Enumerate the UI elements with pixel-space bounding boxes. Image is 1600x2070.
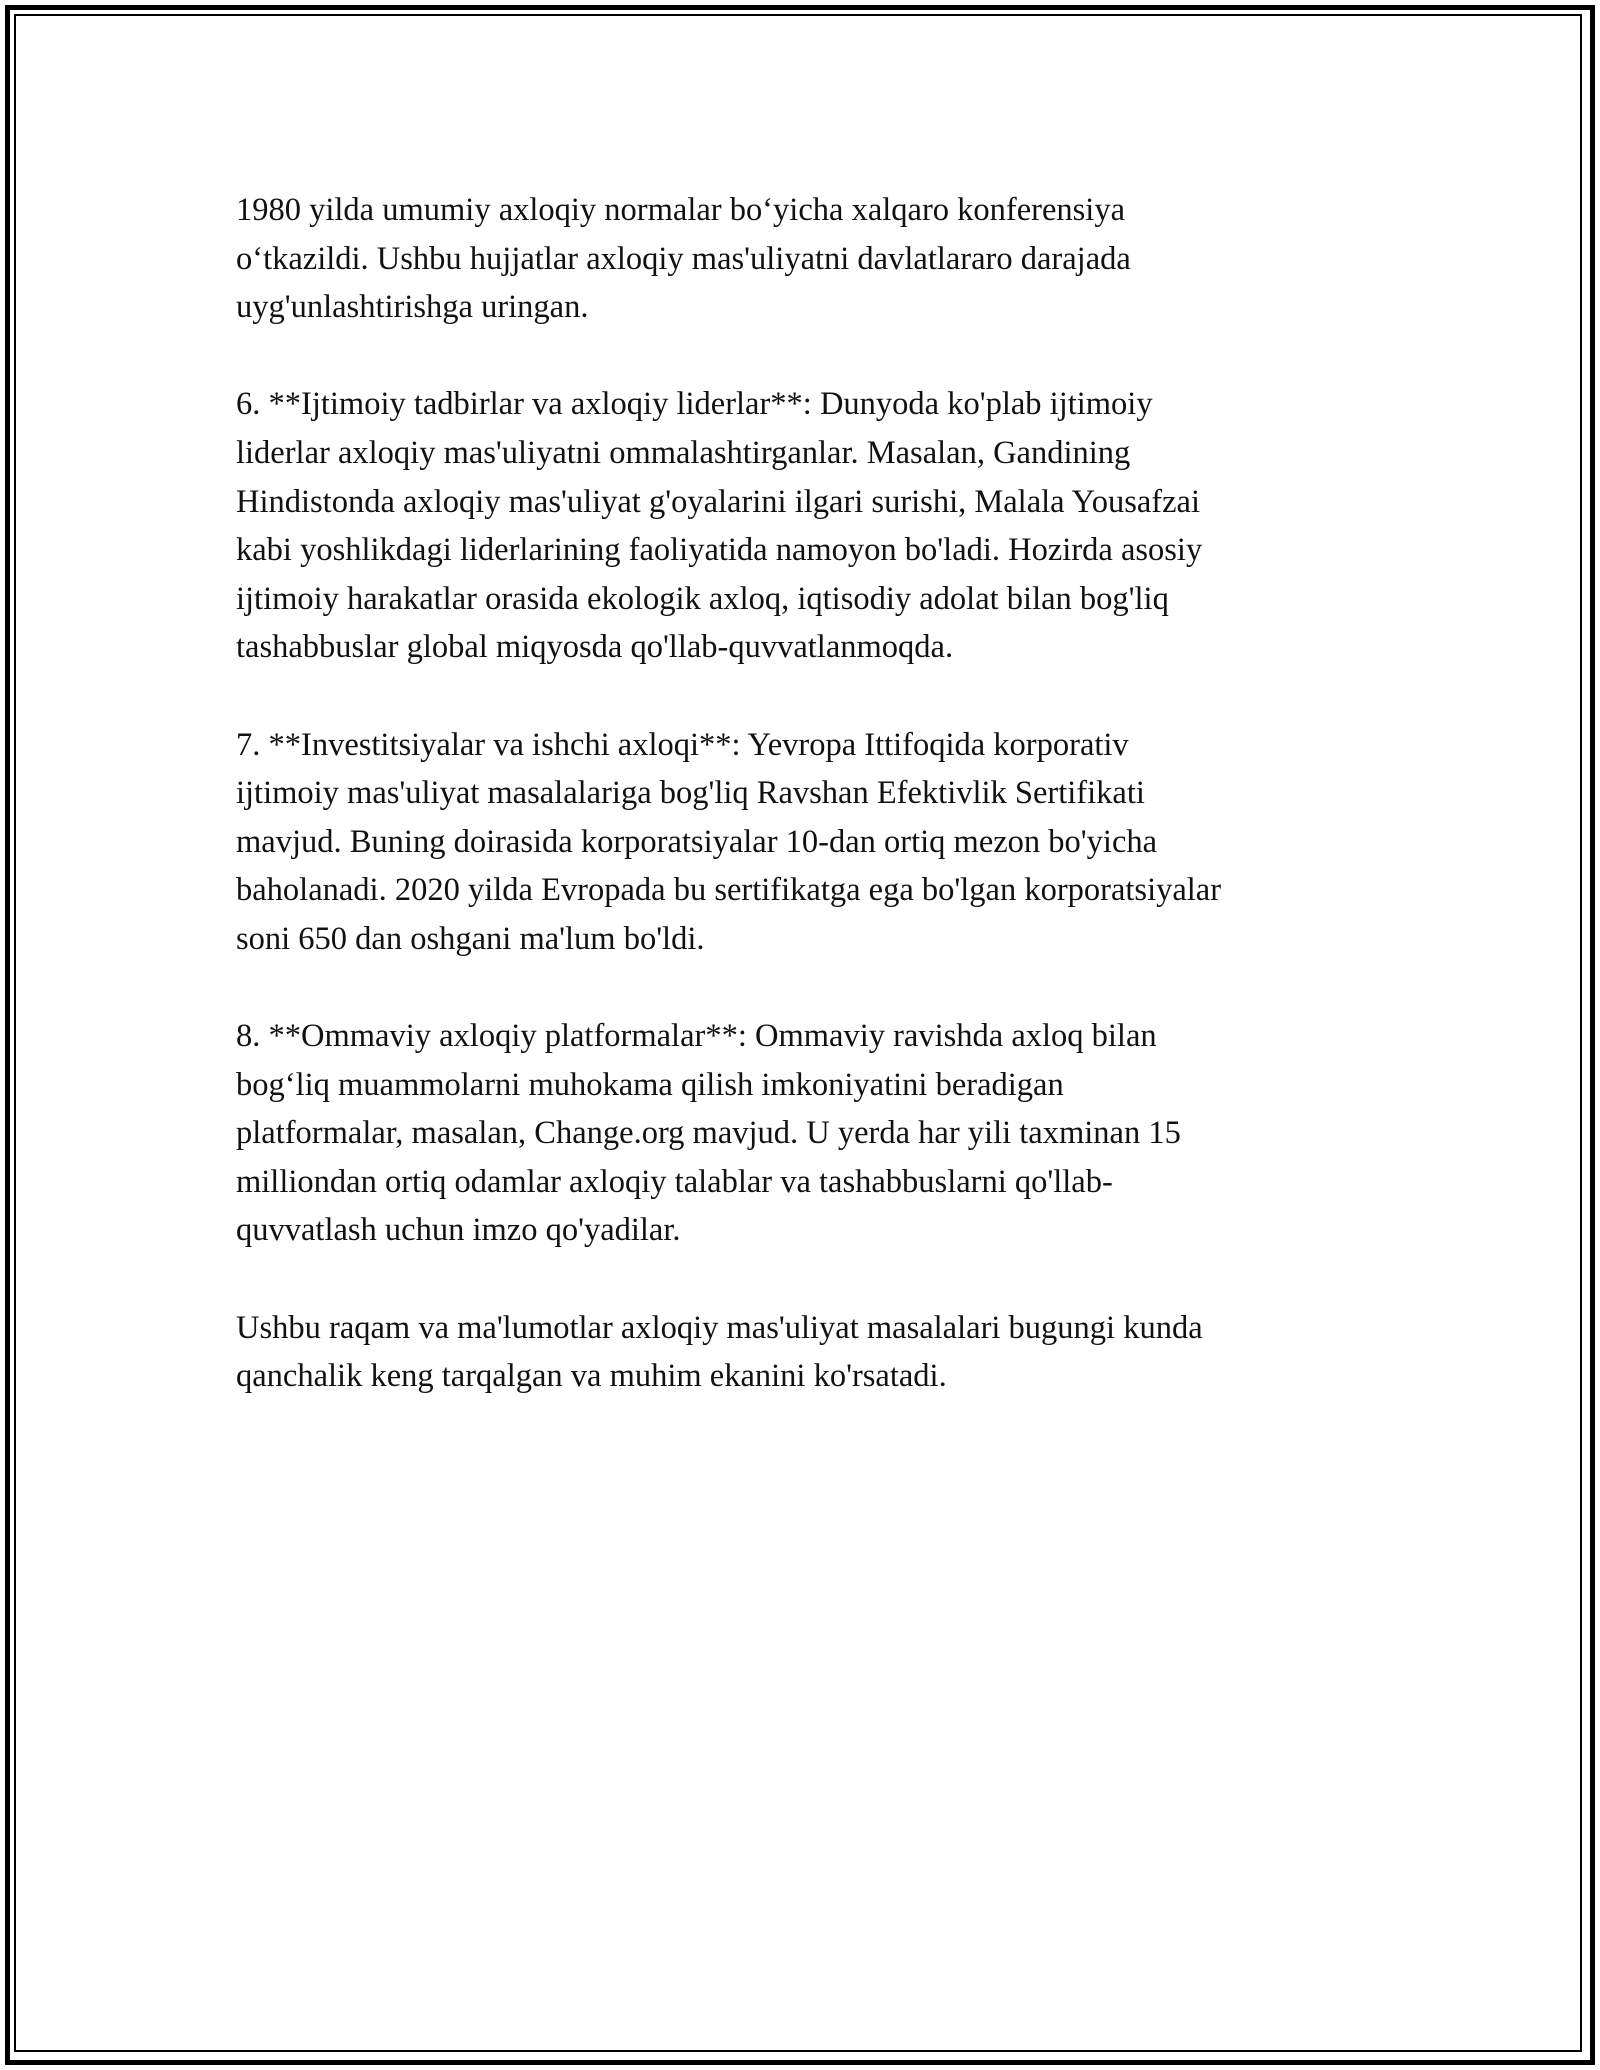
document-body [236,186,1376,1401]
paragraph-item-6: 6. **Ijtimoiy tadbirlar va axloqiy liderlar**: Dunyoda ko'plab ijtimoiy liderlar axloqiy mas'uliyatni ommalashtirganlar. Masalan, Gandining Hindistonda axloqiy mas'uliyat g'oyalarini ilgari surishi, Malala Yousafzai kabi yoshlikdagi liderlarining faoliyatida namoyon bo'ladi. Hozirda asosiy ijtimoiy harakatlar orasida ekologik axloq, iqtisodiy adolat bilan bog'liq tashabbuslar global miqyosda qo'llab-quvvatlanmoqda. [236,386,1203,666]
paragraph-conclusion: Ushbu raqam va ma'lumotlar axloqiy mas'uliyat masalalari bugungi kunda qanchalik keng tarqalgan va muhim ekanini ko'rsatadi. [236,1309,1203,1395]
paragraph-intro: 1980 yilda umumiy axloqiy normalar bo‘yicha xalqaro konferensiya o‘tkazildi. Ushbu hujjatlar axloqiy mas'uliyatni davlatlararo darajada uyg'unlashtirishga uringan. [236,192,1131,326]
paragraph-item-7: 7. **Investitsiyalar va ishchi axloqi**: Yevropa Ittifoqida korporativ ijtimoiy mas'uliyat masalalariga bog'liq Ravshan Efektivlik Sertifikati mavjud. Buning doirasida korporatsiyalar 10-dan ortiq mezon bo'yicha baholanadi. 2020 yilda Evropada bu sertifikatga ega bo'lgan korporatsiyalar soni 650 dan oshgani ma'lum bo'ldi. [236,726,1222,957]
paragraph-item-8: 8. **Ommaviy axloqiy platformalar**: Ommaviy ravishda axloq bilan bog‘liq muammolarni muhokama qilish imkoniyatini beradigan platformalar, masalan, Change.org mavjud. U yerda har yili taxminan 15 milliondan ortiq odamlar axloqiy talablar va tashabbuslarni qo'llab- quvvatlash uchun imzo qo'yadilar. [236,1018,1181,1249]
